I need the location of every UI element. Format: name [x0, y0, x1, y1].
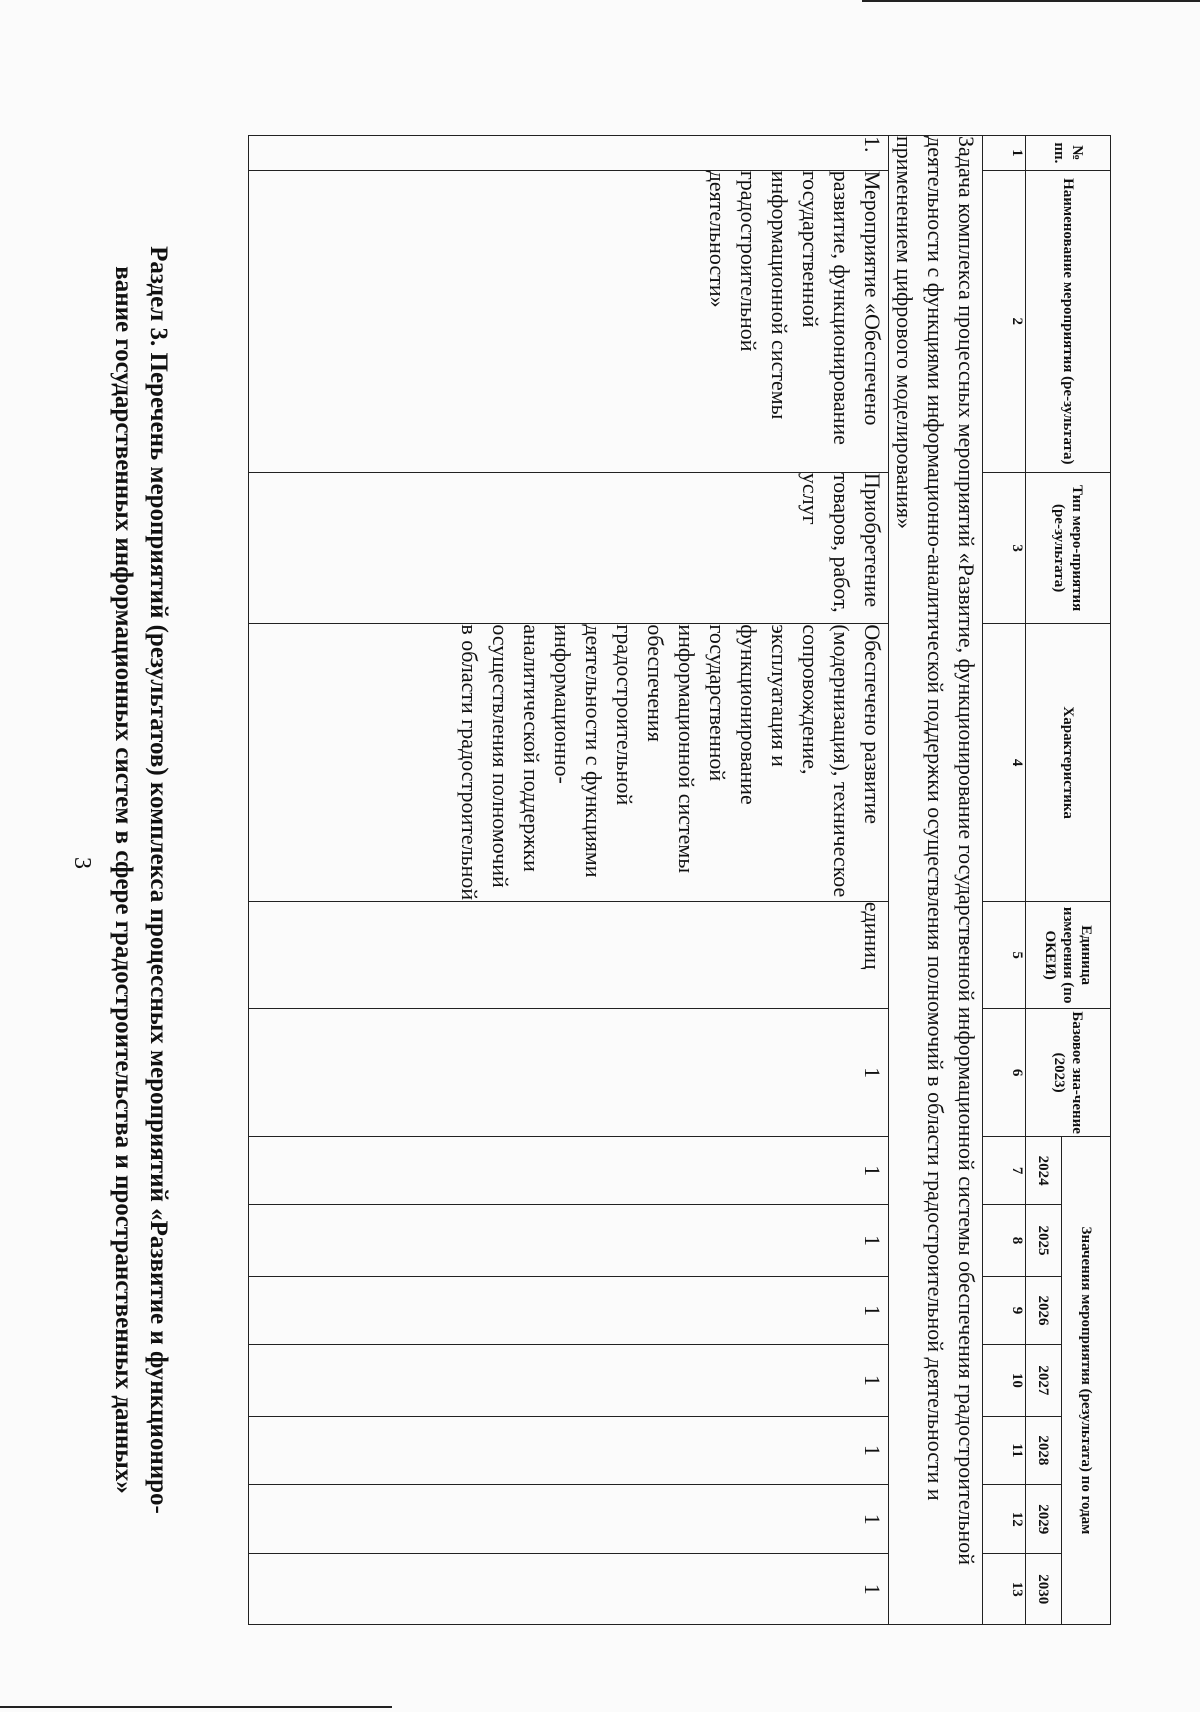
- column-number: 1: [983, 136, 1026, 171]
- header-year: 2029: [1026, 1485, 1062, 1554]
- header-characteristic: Характеристика: [1026, 624, 1111, 902]
- column-number: 2: [983, 170, 1026, 472]
- row-year-value: 1: [249, 1485, 889, 1554]
- row-base-value: 1: [249, 1009, 889, 1137]
- row-year-value: 1: [249, 1345, 889, 1417]
- header-year: 2028: [1026, 1416, 1062, 1484]
- row-unit: единиц: [249, 901, 889, 1008]
- task-row: [889, 136, 983, 1625]
- row-year-value: 1: [249, 1554, 889, 1625]
- column-number: 4: [983, 624, 1026, 902]
- header-row-1: [1062, 136, 1111, 1625]
- header-year: 2025: [1026, 1205, 1062, 1277]
- row-year-value: 1: [249, 1136, 889, 1204]
- header-values-by-year: Значения мероприятия (результата) по годам: [1062, 1136, 1111, 1624]
- row-year-value: 1: [249, 1205, 889, 1277]
- header-year: 2026: [1026, 1276, 1062, 1344]
- header-base: Базовое зна-чение (2023): [1026, 1009, 1111, 1137]
- row-characteristic: Обеспечено развитие (модернизация), техническое сопровождение, эксплуатация и функционирование государственной информационной системы обеспечения градостроительной деятельности с функциями информационно-аналитической поддержки осуществления полномочий в области градостроительной: [249, 624, 889, 902]
- header-year: 2024: [1026, 1136, 1062, 1204]
- row-year-value: 1: [249, 1416, 889, 1484]
- header-name: Наименование мероприятия (ре-зультата): [1026, 170, 1111, 472]
- column-number: 13: [983, 1554, 1026, 1625]
- page-number: 3: [69, 857, 95, 869]
- column-number: 9: [983, 1276, 1026, 1344]
- column-number: 11: [983, 1416, 1026, 1484]
- measures-table: [248, 135, 1111, 1625]
- column-number: 12: [983, 1485, 1026, 1554]
- section-title-line-2: вание государственных информационных систем в сфере градостроительства и пространственных данных»: [110, 266, 137, 1494]
- column-number: 7: [983, 1136, 1026, 1204]
- column-number-row: [983, 136, 1026, 1625]
- row-year-value: 1: [249, 1276, 889, 1344]
- header-year: 2027: [1026, 1345, 1062, 1417]
- section-title: [106, 145, 176, 1615]
- header-year: 2030: [1026, 1554, 1062, 1625]
- column-number: 5: [983, 901, 1026, 1008]
- column-number: 6: [983, 1009, 1026, 1137]
- row-type: Приобретение товаров, работ, услуг: [249, 472, 889, 623]
- header-type: Тип меро-приятия (ре-зультата): [1026, 472, 1111, 623]
- header-unit: Единица измерения (по ОКЕИ): [1026, 901, 1111, 1008]
- section-title-line-1: Раздел 3. Перечень мероприятий (результатов) комплекса процессных мероприятий «Развитие и функциониро-: [145, 246, 172, 1514]
- row-name: Мероприятие «Обеспечено развитие, функционирование государственной информационной системы градостроительной деятельности»: [249, 170, 889, 472]
- row-num: 1.: [249, 136, 889, 171]
- column-number: 8: [983, 1205, 1026, 1277]
- column-number: 3: [983, 472, 1026, 623]
- table-row: [249, 136, 889, 1625]
- task-description: Задача комплекса процессных мероприятий «Развитие, функционирование государственной информационной системы обеспечения градостроительной деятельности с функциями информационно-аналитической поддержки осуществления полномочий в области градостроительной деятельности и применением цифрового моделирования»: [889, 136, 983, 1625]
- column-number: 10: [983, 1345, 1026, 1417]
- header-num: № пп.: [1026, 136, 1111, 171]
